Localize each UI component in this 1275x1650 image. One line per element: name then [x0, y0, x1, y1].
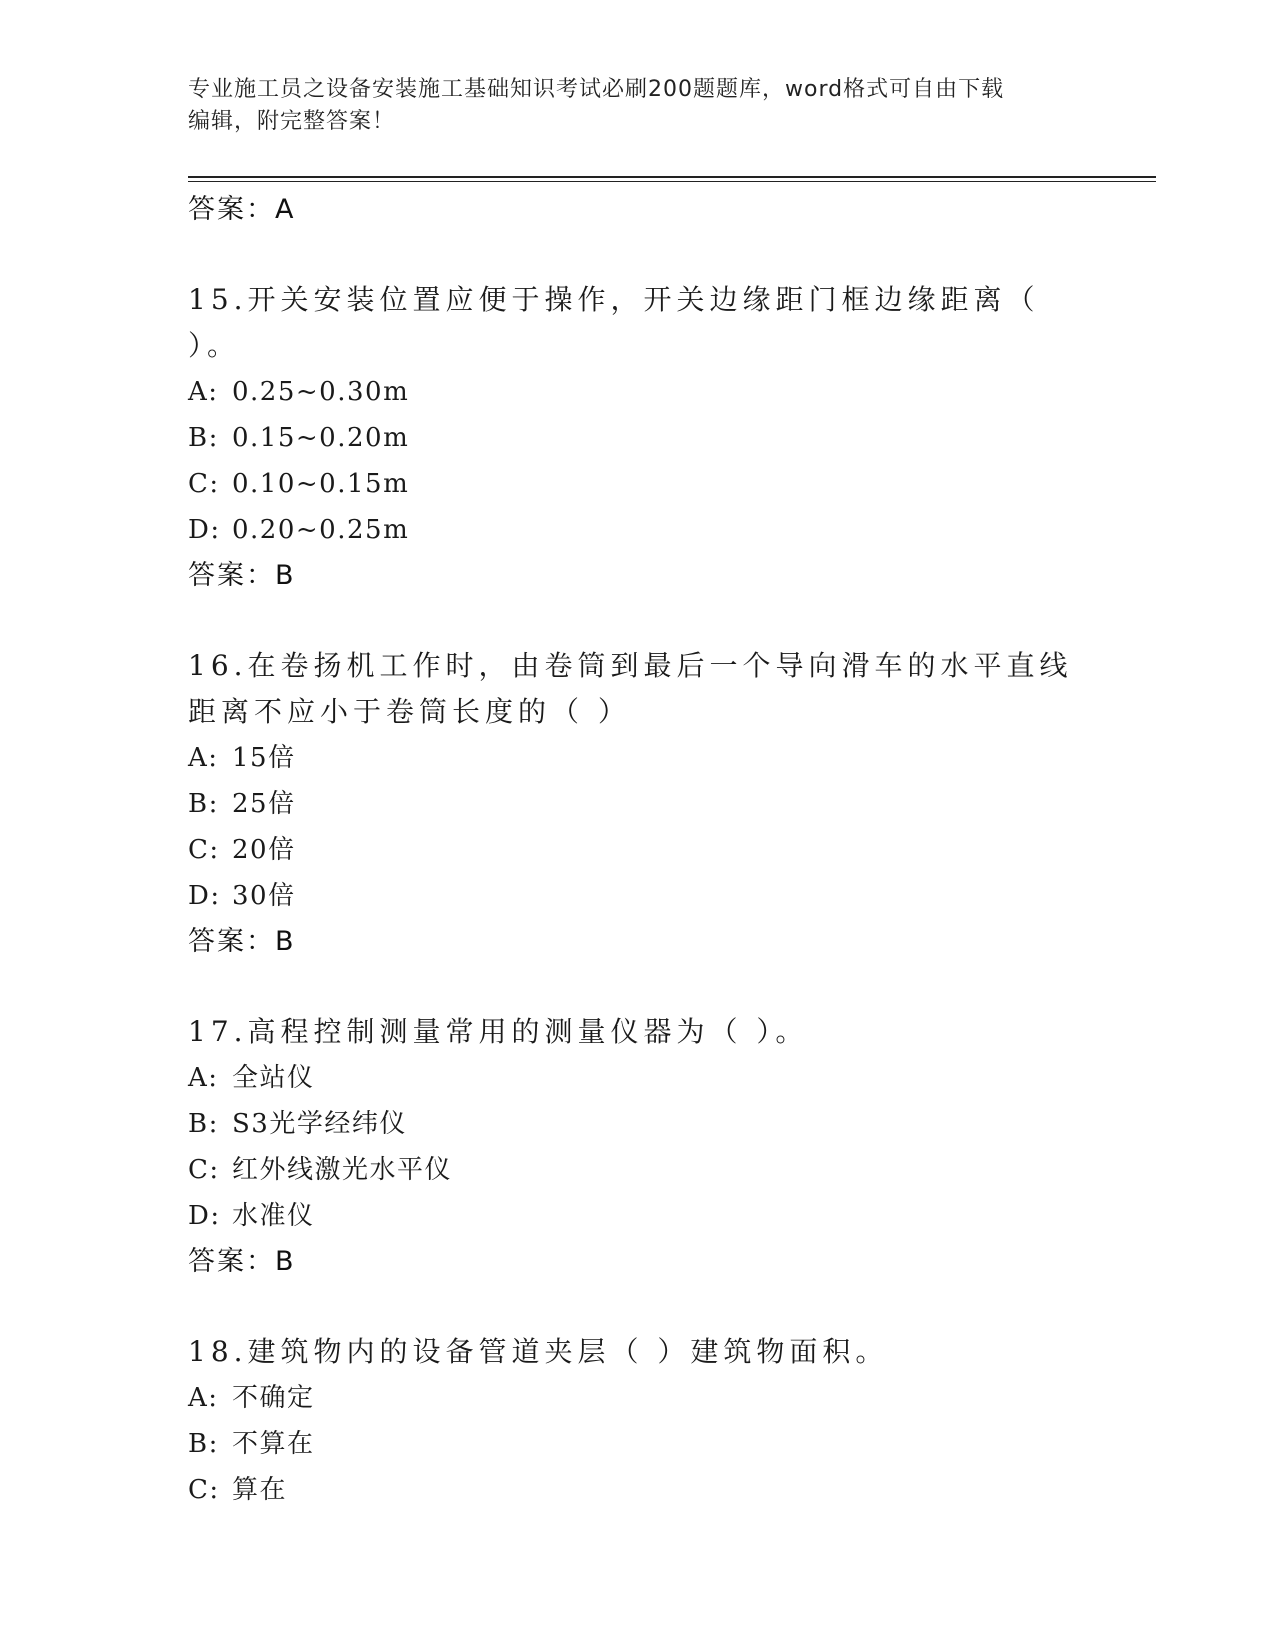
option-b: [188, 781, 1088, 827]
option-text: 红外线激光水平仪: [232, 1155, 453, 1185]
option-a: [188, 1375, 1088, 1421]
answer-line-q14: 答案：A: [188, 194, 296, 225]
answer-line-17: 答案：B: [188, 1246, 296, 1277]
option-letter: D:: [188, 881, 221, 911]
option-d: [188, 1193, 1088, 1239]
option-text: 不算在: [232, 1429, 315, 1459]
option-a: [188, 369, 1088, 415]
option-letter: D:: [188, 1201, 221, 1231]
option-b: [188, 1421, 1088, 1467]
question-list: [188, 187, 1088, 1513]
option-text: 0.20~0.25m: [232, 515, 410, 545]
option-d: [188, 507, 1088, 553]
option-d: [188, 873, 1088, 919]
header-line-1: 专业施工员之设备安装施工基础知识考试必刷200题题库，word格式可自由下载: [188, 77, 1005, 102]
question-block-17: [188, 1009, 1088, 1285]
option-text: 不确定: [232, 1383, 315, 1413]
header-line-2: 编辑，附完整答案！: [188, 109, 396, 134]
option-c: [188, 1467, 1088, 1513]
option-letter: B:: [188, 423, 219, 453]
option-text: 0.10~0.15m: [232, 469, 410, 499]
header-rule-thin: [188, 181, 1156, 182]
option-letter: B:: [188, 789, 219, 819]
question-block-15: [188, 277, 1088, 599]
option-letter: B:: [188, 1429, 219, 1459]
option-text: 0.15~0.20m: [232, 423, 410, 453]
option-text: 0.25~0.30m: [232, 377, 410, 407]
question-text-18: 18.建筑物内的设备管道夹层（ ）建筑物面积。: [188, 1335, 889, 1368]
option-text: 20倍: [232, 835, 296, 865]
option-c: [188, 461, 1088, 507]
option-text: 全站仪: [232, 1063, 315, 1093]
option-letter: A:: [188, 1063, 219, 1093]
question-text-16: 16.在卷扬机工作时，由卷筒到最后一个导向滑车的水平直线距离不应小于卷筒长度的（ ）: [188, 649, 1073, 728]
option-text: 算在: [232, 1475, 288, 1505]
question-text-15: 15.开关安装位置应便于操作，开关边缘距门框边缘距离（ ）。: [188, 283, 1040, 362]
option-text: 水准仪: [232, 1201, 315, 1231]
option-letter: A:: [188, 377, 219, 407]
option-a: [188, 1055, 1088, 1101]
option-letter: A:: [188, 743, 219, 773]
option-c: [188, 1147, 1088, 1193]
option-b: [188, 1101, 1088, 1147]
option-text: S3光学经纬仪: [232, 1109, 407, 1139]
option-letter: C:: [188, 1155, 220, 1185]
option-letter: C:: [188, 469, 220, 499]
answer-line-15: 答案：B: [188, 560, 296, 591]
question-text-17: 17.高程控制测量常用的测量仪器为（ ）。: [188, 1015, 809, 1048]
option-text: 30倍: [232, 881, 296, 911]
document-header: [188, 74, 1088, 138]
option-letter: B:: [188, 1109, 219, 1139]
option-letter: C:: [188, 835, 220, 865]
option-letter: D:: [188, 515, 221, 545]
option-letter: C:: [188, 1475, 220, 1505]
option-c: [188, 827, 1088, 873]
option-b: [188, 415, 1088, 461]
question-block-16: [188, 643, 1088, 965]
header-rule-thick: [188, 176, 1156, 178]
question-block-18: [188, 1329, 1088, 1513]
option-a: [188, 735, 1088, 781]
option-text: 15倍: [232, 743, 296, 773]
option-letter: A:: [188, 1383, 219, 1413]
option-text: 25倍: [232, 789, 296, 819]
answer-line-16: 答案：B: [188, 926, 296, 957]
